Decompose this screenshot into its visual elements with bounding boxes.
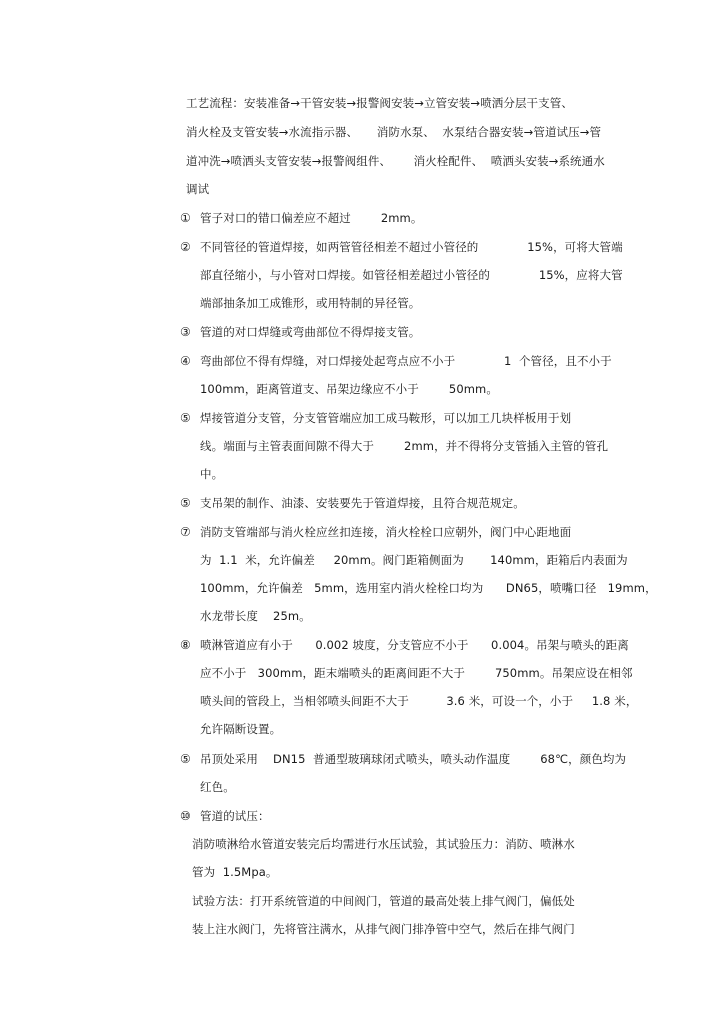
item-1-line-1: 管子对口的错口偏差应不超过 2mm。 — [200, 211, 423, 225]
item-6-line-1: 支吊架的制作、油漆、安装要先于管道焊接，且符合规范规定。 — [200, 496, 525, 510]
item-5-line-2: 线。端面与主管表面间隙不得大于 2mm，并不得将分支管插入主管的管孔 — [200, 439, 609, 453]
item-10-line-1: 管道的试压： — [200, 809, 270, 823]
item-7-line-2: 为 1.1 米，允许偏差 20mm。阀门距箱侧面为 140mm，距箱后内表面为 — [200, 553, 628, 567]
item-8-line-3: 喷头间的管段上，当相邻喷头间距不大于 3.6 米，可设一个，小于 1.8 米， — [200, 694, 638, 708]
item-5-line-1: 焊接管道分支管，分支管管端应加工成马鞍形，可以加工几块样板用于划 — [200, 411, 572, 425]
intro-line-4: 调试 — [186, 182, 210, 196]
item-8-number: ⑧ — [180, 638, 191, 652]
closing-line-1: 消防喷淋给水管道安装完后均需进行水压试验，其试验压力：消防、喷淋水 — [192, 837, 575, 851]
item-9-line-1: 吊顶处采用 DN15 普通型玻璃球闭式喷头，喷头动作温度 68℃，颜色均为 — [200, 752, 627, 766]
item-5-number: ⑤ — [180, 411, 191, 425]
item-2-line-2: 部直径缩小，与小管对口焊接。如管径相差超过小管径的 15%，应将大管 — [200, 268, 623, 282]
item-2-line-1: 不同管径的管道焊接，如两管管径相差不超过小管径的 15%，可将大管端 — [200, 240, 623, 254]
intro-line-3: 道冲洗→喷洒头支管安装→报警阀组件、 消火栓配件、 喷洒头安装→系统通水 — [186, 154, 605, 168]
item-7-line-1: 消防支管端部与消火栓应丝扣连接，消火栓栓口应朝外，阀门中心距地面 — [200, 525, 572, 539]
item-9-line-2: 红色。 — [200, 780, 235, 794]
item-5-line-3: 中。 — [200, 467, 224, 481]
item-7-line-4: 水龙带长度 25m。 — [200, 609, 311, 623]
intro-line-2: 消火栓及支管安装→水流指示器、 消防水泵、 水泵结合器安装→管道试压→管 — [186, 125, 602, 139]
closing-line-2: 管为 1.5Mpa。 — [192, 865, 278, 879]
item-10-number: ⑩ — [180, 809, 191, 823]
item-2-number: ② — [180, 240, 191, 254]
closing-line-4: 装上注水阀门，先将管注满水，从排气阀门排净管中空气，然后在排气阀门 — [192, 922, 575, 936]
item-6-number: ⑤ — [180, 496, 191, 510]
item-7-number: ⑦ — [180, 525, 191, 539]
closing-line-3: 试验方法：打开系统管道的中间阀门，管道的最高处装上排气阀门，偏低处 — [192, 894, 575, 908]
item-3-line-1: 管道的对口焊缝或弯曲部位不得焊接支管。 — [200, 325, 421, 339]
item-3-number: ③ — [180, 325, 191, 339]
item-8-line-2: 应不小于 300mm，距末端喷头的距离间距不大于 750mm。吊架应设在相邻 — [200, 666, 633, 680]
item-2-line-3: 端部抽条加工成锥形，或用特制的异径管。 — [200, 296, 421, 310]
intro-line-1: 工艺流程：安装准备→干管安装→报警阀安装→立管安装→喷洒分层干支管、 — [186, 96, 573, 110]
item-1-number: ① — [180, 211, 191, 225]
item-4-line-1: 弯曲部位不得有焊缝，对口焊接处起弯点应不小于 1 个管径，且不小于 — [200, 354, 612, 368]
item-9-number: ⑤ — [180, 752, 191, 766]
item-4-number: ④ — [180, 354, 191, 368]
item-8-line-4: 允许隔断设置。 — [200, 722, 282, 736]
item-8-line-1: 喷淋管道应有小于 0.002 坡度，分支管应不小于 0.004。吊架与喷头的距离 — [200, 638, 629, 652]
item-7-line-3: 100mm，允许偏差 5mm，选用室内消火栓栓口均为 DN65，喷嘴口径 19mm， — [200, 581, 657, 595]
item-4-line-2: 100mm，距离管道支、吊架边缘应不小于 50mm。 — [200, 382, 498, 396]
